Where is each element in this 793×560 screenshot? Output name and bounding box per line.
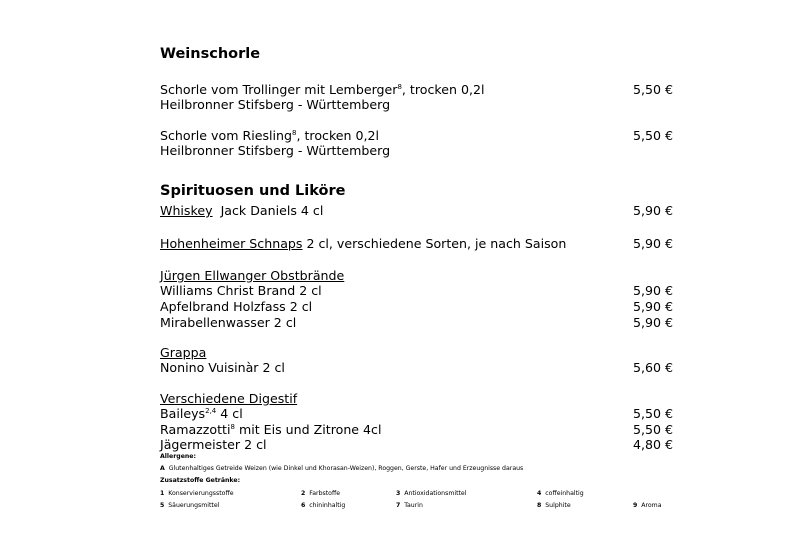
menu-item-name: Nonino Vuisinàr 2 cl [160, 360, 285, 375]
additive-note: 7 Taurin [396, 502, 423, 509]
section-heading-spirits: Spirituosen und Liköre [160, 183, 346, 199]
allergens-title: Allergene: [160, 453, 196, 460]
menu-item-price: 5,50 € [633, 82, 674, 97]
menu-item-price: 4,80 € [633, 437, 674, 452]
additive-note: 9 Aroma [633, 502, 662, 509]
additive-note: 3 Antioxidationsmittel [396, 490, 467, 497]
category-label: Grappa [160, 345, 207, 360]
menu-item-name: Jägermeister 2 cl [160, 437, 267, 452]
menu-item-name: Williams Christ Brand 2 cl [160, 283, 322, 298]
allergen-a-note: A Glutenhaltiges Getreide Weizen (wie Dinkel und Khorasan-Weizen), Roggen, Gerste, Hafer und Erzeugnisse daraus [160, 465, 524, 472]
section-heading-weinschorle: Weinschorle [160, 46, 261, 62]
menu-item-name: Baileys$^{2,4}$ 4 cl [160, 406, 243, 421]
additive-note: 2 Farbstoffe [301, 490, 341, 497]
menu-item-origin: Heilbronner Stifsberg - Württemberg [160, 143, 391, 158]
menu-item-price: 5,50 € [633, 422, 674, 437]
menu-item-origin: Heilbronner Stifsberg - Württemberg [160, 97, 391, 112]
menu-item-price: 5,50 € [633, 128, 674, 143]
additives-title: Zusatzstoffe Getränke: [160, 477, 241, 484]
menu-item-price: 5,90 € [633, 283, 674, 298]
additive-note: 8 Sulphite [537, 502, 571, 509]
menu-item-price: 5,90 € [633, 299, 674, 314]
menu-item-price: 5,90 € [633, 315, 674, 330]
menu-item-whiskey: Whiskey Jack Daniels 4 cl [160, 203, 324, 218]
category-label: Whiskey [160, 203, 213, 218]
menu-item-price: 5,60 € [633, 360, 674, 375]
menu-item-name: Schorle vom Riesling$^8$, trocken 0,2l [160, 128, 380, 143]
menu-item-name: Apfelbrand Holzfass 2 cl [160, 299, 313, 314]
menu-item-name: Ramazzotti$^8$ mit Eis und Zitrone 4cl [160, 422, 382, 437]
additive-note: 6 chininhaltig [301, 502, 346, 509]
additive-note: 5 Säuerungsmittel [160, 502, 220, 509]
menu-item-schnaps: Hohenheimer Schnaps 2 cl, verschiedene Sorten, je nach Saison [160, 236, 567, 251]
category-label: Jürgen Ellwanger Obstbrände [160, 268, 345, 283]
menu-item-price: 5,90 € [633, 203, 674, 218]
additive-note: 1 Konservierungsstoffe [160, 490, 234, 497]
category-label: Hohenheimer Schnaps [160, 236, 303, 251]
menu-item-price: 5,50 € [633, 406, 674, 421]
additive-note: 4 coffeinhaltig [537, 490, 584, 497]
category-label: Verschiedene Digestif [160, 391, 298, 406]
menu-item-name: Mirabellenwasser 2 cl [160, 315, 297, 330]
menu-item-name: Schorle vom Trollinger mit Lemberger$^8$, trocken 0,2l [160, 82, 485, 97]
menu-item-price: 5,90 € [633, 236, 674, 251]
